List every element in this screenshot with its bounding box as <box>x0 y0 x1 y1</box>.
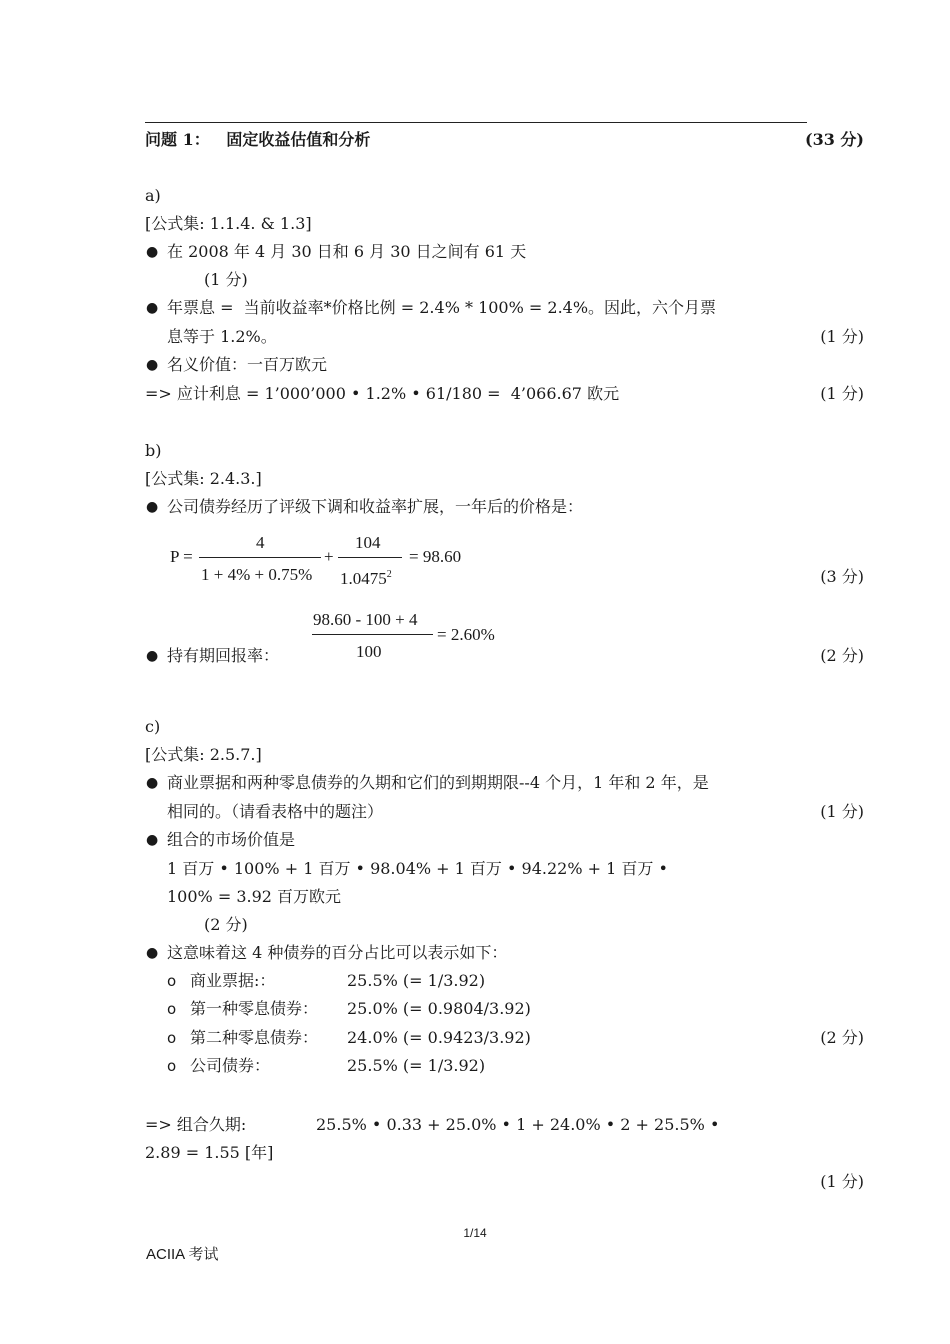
duration-label: => 组合久期: <box>145 1115 247 1134</box>
bullet-icon: ● <box>146 300 159 316</box>
bullet-icon: ● <box>146 499 159 515</box>
market-value-score: (2 分) <box>204 915 248 934</box>
duration-line-2: 2.89 = 1.55 [年] <box>145 1143 274 1162</box>
fraction-bar <box>338 557 402 558</box>
hpr-score: (2 分) <box>820 646 864 665</box>
price-frac1-numerator: 4 <box>256 533 265 552</box>
bullet-icon: ● <box>146 648 159 664</box>
section-b-formula-ref: [公式集: 2.4.3.] <box>145 469 262 488</box>
section-b-bullet-2: 持有期回报率： <box>167 646 280 665</box>
fraction-bar <box>312 634 433 635</box>
section-a-bullet-1: 在 2008 年 4 月 30 日和 6 月 30 日之间有 61 天 <box>167 242 527 261</box>
market-value-line-2: 100% = 3.92 百万欧元 <box>167 887 342 906</box>
section-a-bullet-2-score: (1 分) <box>820 327 864 346</box>
circle-bullet-icon: o <box>167 1057 177 1075</box>
circle-bullet-icon: o <box>167 1000 177 1018</box>
weight-value: 25.5% (= 1/3.92) <box>347 971 486 990</box>
section-a-result: => 应计利息 = 1’000’000 • 1.2% • 61/180 = 4’066.67 欧元 <box>145 384 620 403</box>
fraction-bar <box>199 557 321 558</box>
bullet-icon: ● <box>146 832 159 848</box>
section-b-bullet-1: 公司债券经历了评级下调和收益率扩展，一年后的价格是： <box>167 497 584 516</box>
section-c-bullet-1-line-1: 商业票据和两种零息债券的久期和它们的到期期限--4 个月，1 年和 2 年，是 <box>167 773 709 792</box>
price-label: P = <box>170 547 193 566</box>
hpr-numerator: 98.60 - 100 + 4 <box>313 610 418 629</box>
price-frac1-denominator: 1 + 4% + 0.75% <box>201 565 313 584</box>
question-points: (33 分) <box>805 130 864 149</box>
price-frac2-denominator: 1.0475$^2$ <box>340 569 392 588</box>
weights-score: (2 分) <box>820 1028 864 1047</box>
section-a-bullet-1-score: (1 分) <box>204 270 248 289</box>
price-result: = 98.60 <box>409 547 462 566</box>
section-a-label: a) <box>145 186 161 205</box>
footer-label: ACIIA 考试 <box>146 1246 219 1263</box>
price-score: (3 分) <box>820 567 864 586</box>
weight-value: 25.0% (= 0.9804/3.92) <box>347 999 531 1018</box>
hpr-result: = 2.60% <box>437 625 495 644</box>
page-number: 1/14 <box>463 1226 487 1240</box>
duration-score: (1 分) <box>820 1172 864 1191</box>
section-c-bullet-3: 这意味着这 4 种债券的百分占比可以表示如下： <box>167 943 508 962</box>
duration-line-1: 25.5% • 0.33 + 25.0% • 1 + 24.0% • 2 + 25.5% • <box>316 1115 720 1134</box>
question-title: 问题 1： 固定收益估值和分析 <box>145 130 371 149</box>
section-a-formula-ref: [公式集: 1.1.4. & 1.3] <box>145 214 312 233</box>
market-value-line-1: 1 百万 • 100% + 1 百万 • 98.04% + 1 百万 • 94.22% + 1 百万 • <box>167 859 668 878</box>
weight-value: 24.0% (= 0.9423/3.92) <box>347 1028 531 1047</box>
circle-bullet-icon: o <box>167 1029 177 1047</box>
bullet-icon: ● <box>146 244 159 260</box>
section-c-bullet-1-score: (1 分) <box>820 802 864 821</box>
bullet-icon: ● <box>146 945 159 961</box>
section-a-bullet-3: 名义价值：一百万欧元 <box>167 355 328 374</box>
price-plus: + <box>324 547 334 566</box>
weight-value: 25.5% (= 1/3.92) <box>347 1056 486 1075</box>
section-a-bullet-2-line-2: 息等于 1.2%。 <box>167 327 277 346</box>
circle-bullet-icon: o <box>167 972 177 990</box>
section-c-label: c) <box>145 717 161 736</box>
bullet-icon: ● <box>146 357 159 373</box>
bullet-icon: ● <box>146 775 159 791</box>
section-a-result-score: (1 分) <box>820 384 864 403</box>
section-c-formula-ref: [公式集: 2.5.7.] <box>145 745 262 764</box>
weight-name: 第二种零息债券： <box>190 1028 319 1047</box>
weight-name: 公司债券： <box>190 1056 271 1075</box>
section-c-bullet-1-line-2: 相同的。（请看表格中的题注） <box>167 802 384 821</box>
weight-name: 第一种零息债券： <box>190 999 319 1018</box>
top-rule <box>145 122 807 123</box>
weight-name: 商业票据:： <box>190 971 276 990</box>
hpr-denominator: 100 <box>356 642 382 661</box>
section-c-bullet-2: 组合的市场价值是 <box>167 830 296 849</box>
section-a-bullet-2-line-1: 年票息 = 当前收益率*价格比例 = 2.4% * 100% = 2.4%。因此，六个月票 <box>167 298 717 317</box>
section-b-label: b) <box>145 441 162 460</box>
price-frac2-numerator: 104 <box>355 533 381 552</box>
